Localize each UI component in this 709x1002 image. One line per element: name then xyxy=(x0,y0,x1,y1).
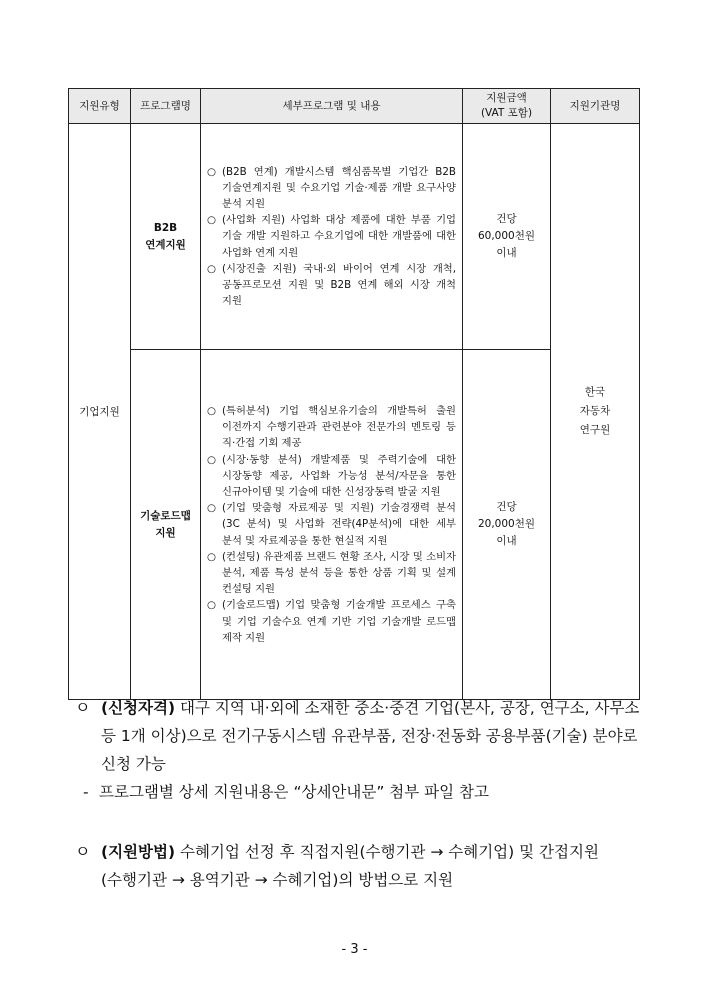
detail-text: (시장·동향 분석) 개발제품 및 주력기술에 대한 시장동향 제공, 사업화 가능성 분석/자문을 통한 신규아이템 및 기술에 대한 신성장동력 발굴 지원 xyxy=(222,453,456,498)
agency-line: 연구원 xyxy=(579,424,611,436)
amount-cell xyxy=(463,124,551,350)
bullet-icon: ○ xyxy=(207,262,216,275)
agency-line: 자동차 xyxy=(579,405,611,417)
table-header-row xyxy=(69,89,640,124)
amount-line: 건당 xyxy=(496,501,517,513)
detail-list xyxy=(205,403,456,646)
amount-line: 건당 xyxy=(496,213,517,225)
detail-text: (기업 맞춤형 자료제공 및 지원) 기술경쟁력 분석(3C 분석) 및 사업화 전략(4P분석)에 대한 세부 분석 및 자료제공을 통한 현실적 지원 xyxy=(222,502,456,547)
program-name-cell xyxy=(131,350,201,700)
header-agency: 지원기관명 xyxy=(551,89,640,124)
detail-text: (시장진출 지원) 국내·외 바이어 연계 시장 개척, 공동프로모션 지원 및 B2B 연계 해외 시장 개척 지원 xyxy=(222,262,456,308)
program-name-line: 연계지원 xyxy=(145,238,186,251)
amount-line: 이내 xyxy=(496,247,517,259)
eligibility-label: (신청자격) xyxy=(101,699,176,717)
details-cell xyxy=(201,124,463,350)
method-label: (지원방법) xyxy=(101,843,176,861)
header-amount: 지원금액 (VAT 포함) xyxy=(463,89,551,124)
bullet-icon: ○ xyxy=(207,550,216,563)
detail-text: (사업화 지원) 사업화 대상 제품에 대한 부품 기업 기술 개발 지원하고 수요기업에 대한 개발품에 대한 사업화 연계 지원 xyxy=(222,214,456,259)
header-program-name: 프로그램명 xyxy=(131,89,201,124)
support-type-cell: 기업지원 xyxy=(69,124,131,700)
detail-item xyxy=(205,212,456,261)
eligibility-note-text: 프로그램별 상세 지원내용은 “상세안내문” 첨부 파일 참고 xyxy=(99,783,490,801)
detail-item xyxy=(205,500,456,549)
bullet-icon: ○ xyxy=(207,599,216,612)
program-name-line: 기술로드맵 xyxy=(140,509,191,522)
circle-bullet-icon: ㅇ xyxy=(75,842,91,861)
agency-line: 한국 xyxy=(584,386,606,398)
detail-text: (B2B 연계) 개발시스템 핵심품목별 기업간 B2B 기술연계지원 및 수요기업 기술·제품 개발 요구사양 분석 지원 xyxy=(222,165,456,210)
header-support-type: 지원유형 xyxy=(69,89,131,124)
circle-bullet-icon: ㅇ xyxy=(75,698,91,717)
page-number: - 3 - xyxy=(341,942,368,957)
bullet-icon: ○ xyxy=(207,404,216,417)
program-name-line: 지원 xyxy=(155,526,176,539)
table-row xyxy=(69,124,640,350)
detail-text: (특허분석) 기업 핵심보유기술의 개발특허 출원 이전까지 수행기관과 관련분야 전문가의 멘토링 등 직·간접 기회 제공 xyxy=(222,404,456,450)
bullet-icon: ○ xyxy=(207,165,216,178)
method-section xyxy=(75,838,645,894)
detail-item xyxy=(205,597,456,646)
method-paragraph xyxy=(75,838,645,894)
details-cell xyxy=(201,350,463,700)
dash-bullet: - xyxy=(83,783,89,801)
detail-item xyxy=(205,164,456,213)
eligibility-section xyxy=(75,694,645,806)
agency-cell xyxy=(551,124,640,700)
detail-text: (기술로드맵) 기업 맞춤형 기술개발 프로세스 구축 및 기업 기술수요 연계 기반 기업 기술개발 로드맵 제작 지원 xyxy=(222,599,456,644)
program-table xyxy=(68,88,640,700)
method-text: 수혜기업 선정 후 직접지원(수행기관 → 수혜기업) 및 간접지원(수행기관 → 용역기관 → 수혜기업)의 방법으로 지원 xyxy=(101,843,599,889)
program-name-line: B2B xyxy=(153,221,178,234)
eligibility-text: 대구 지역 내·외에 소재한 중소·중견 기업(본사, 공장, 연구소, 사무소 등 1개 이상)으로 전기구동시스템 유관부품, 전장·전동화 공용부품(기술) 분야로 신청 가능 xyxy=(101,699,640,773)
amount-line: 이내 xyxy=(496,535,517,547)
amount-cell xyxy=(463,350,551,700)
detail-item xyxy=(205,549,456,598)
detail-text: (컨설팅) 유관제품 브랜드 현황 조사, 시장 및 소비자 분석, 제품 특성 분석 등을 통한 상품 기획 및 설계 컨설팅 지원 xyxy=(222,550,456,596)
program-name-cell xyxy=(131,124,201,350)
bullet-icon: ○ xyxy=(207,502,216,515)
bullet-icon: ○ xyxy=(207,214,216,227)
eligibility-note xyxy=(75,778,645,806)
header-details: 세부프로그램 및 내용 xyxy=(201,89,463,124)
bullet-icon: ○ xyxy=(207,453,216,466)
detail-item xyxy=(205,452,456,501)
detail-list xyxy=(205,164,456,310)
eligibility-paragraph xyxy=(75,694,645,778)
detail-item xyxy=(205,261,456,310)
amount-line: 20,000천원 xyxy=(477,518,536,530)
amount-line: 60,000천원 xyxy=(477,230,536,242)
detail-item xyxy=(205,403,456,452)
